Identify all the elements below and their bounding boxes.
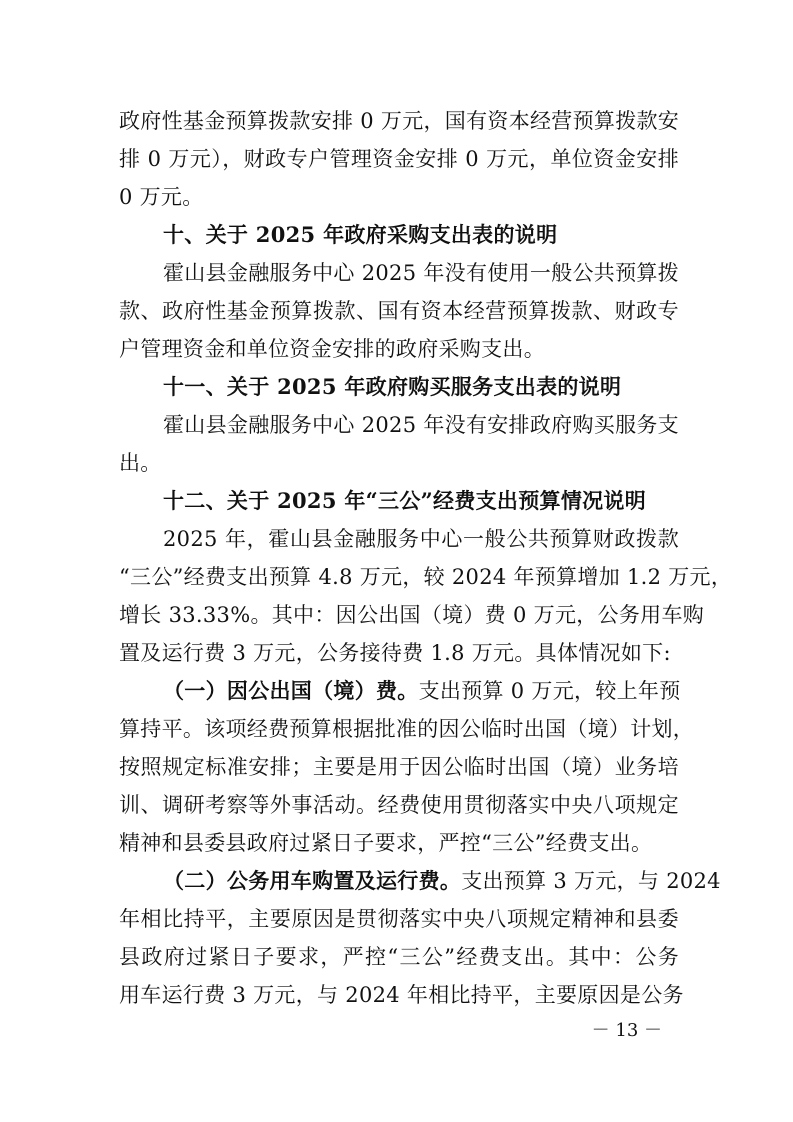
body-text: 精神和县委县政府过紧日子要求，严控“三公”经费支出。 [119, 831, 653, 855]
page-number: － 13 － [591, 1020, 662, 1041]
body-text: 2025 年，霍山县金融服务中心一般公共预算财政拨款 [163, 527, 679, 551]
body-text: 置及运行费 3 万元，公务接待费 1.8 万元。具体情况如下: [119, 641, 671, 665]
heading-text: 十二、关于 2025 年“三公”经费支出预算情况说明 [163, 488, 647, 513]
body-line [119, 901, 679, 937]
body-line [119, 825, 679, 861]
body-line [119, 635, 679, 671]
section-heading-12 [163, 483, 679, 519]
body-line [119, 293, 679, 329]
body-text: 政府性基金预算拨款安排 0 万元，国有资本经营预算拨款安 [119, 109, 680, 133]
body-text: 用车运行费 3 万元，与 2024 年相比持平，主要原因是公务 [119, 983, 684, 1007]
body-text: 排 0 万元），财政专户管理资金安排 0 万元，单位资金安排 [119, 147, 679, 171]
body-line [119, 977, 684, 1013]
body-line [119, 179, 679, 215]
subsection-heading: （二）公务用车购置及运行费。 [163, 868, 462, 893]
body-text: 款、政府性基金预算拨款、国有资本经营预算拨款、财政专 [119, 299, 679, 323]
subsection-line-1 [163, 673, 679, 709]
subsection-line-2 [163, 863, 721, 899]
body-text: 霍山县金融服务中心 2025 年没有安排政府购买服务支 [163, 413, 679, 437]
body-line [119, 787, 679, 823]
body-line [119, 331, 679, 367]
body-text: 支出预算 3 万元，与 2024 [461, 869, 721, 893]
body-text: 增长 33.33%。其中：因公出国（境）费 0 万元，公务用车购 [119, 603, 705, 627]
body-line [119, 597, 705, 633]
body-line [119, 559, 733, 595]
subsection-heading: （一）因公出国（境）费。 [163, 678, 419, 703]
body-text: 训、调研考察等外事活动。经费使用贯彻落实中央八项规定 [119, 793, 679, 817]
body-line [119, 939, 679, 975]
body-line [119, 103, 679, 139]
body-text: 县政府过紧日子要求，严控“三公”经费支出。其中：公务 [119, 945, 679, 969]
body-line [119, 711, 695, 747]
body-text: 出。 [119, 451, 162, 475]
body-line [119, 445, 679, 481]
body-line [119, 749, 679, 785]
body-text: 霍山县金融服务中心 2025 年没有使用一般公共预算拨 [163, 261, 679, 285]
section-heading-10 [163, 217, 679, 253]
body-line [119, 141, 679, 177]
body-text: 算持平。该项经费预算根据批准的因公临时出国（境）计划， [119, 717, 695, 741]
body-text: 户管理资金和单位资金安排的政府采购支出。 [119, 337, 545, 361]
section-heading-11 [163, 369, 679, 405]
body-text: “三公”经费支出预算 4.8 万元，较 2024 年预算增加 1.2 万元， [119, 565, 733, 589]
body-text: 年相比持平，主要原因是贯彻落实中央八项规定精神和县委 [119, 907, 679, 931]
body-line [163, 407, 679, 443]
body-line [163, 255, 679, 291]
heading-text: 十一、关于 2025 年政府购买服务支出表的说明 [163, 374, 622, 399]
body-text: 0 万元。 [119, 185, 204, 209]
body-line [163, 521, 679, 557]
body-text: 按照规定标准安排；主要是用于因公临时出国（境）业务培 [119, 755, 679, 779]
heading-text: 十、关于 2025 年政府采购支出表的说明 [163, 222, 558, 247]
body-text: 支出预算 0 万元，较上年预 [418, 679, 681, 703]
